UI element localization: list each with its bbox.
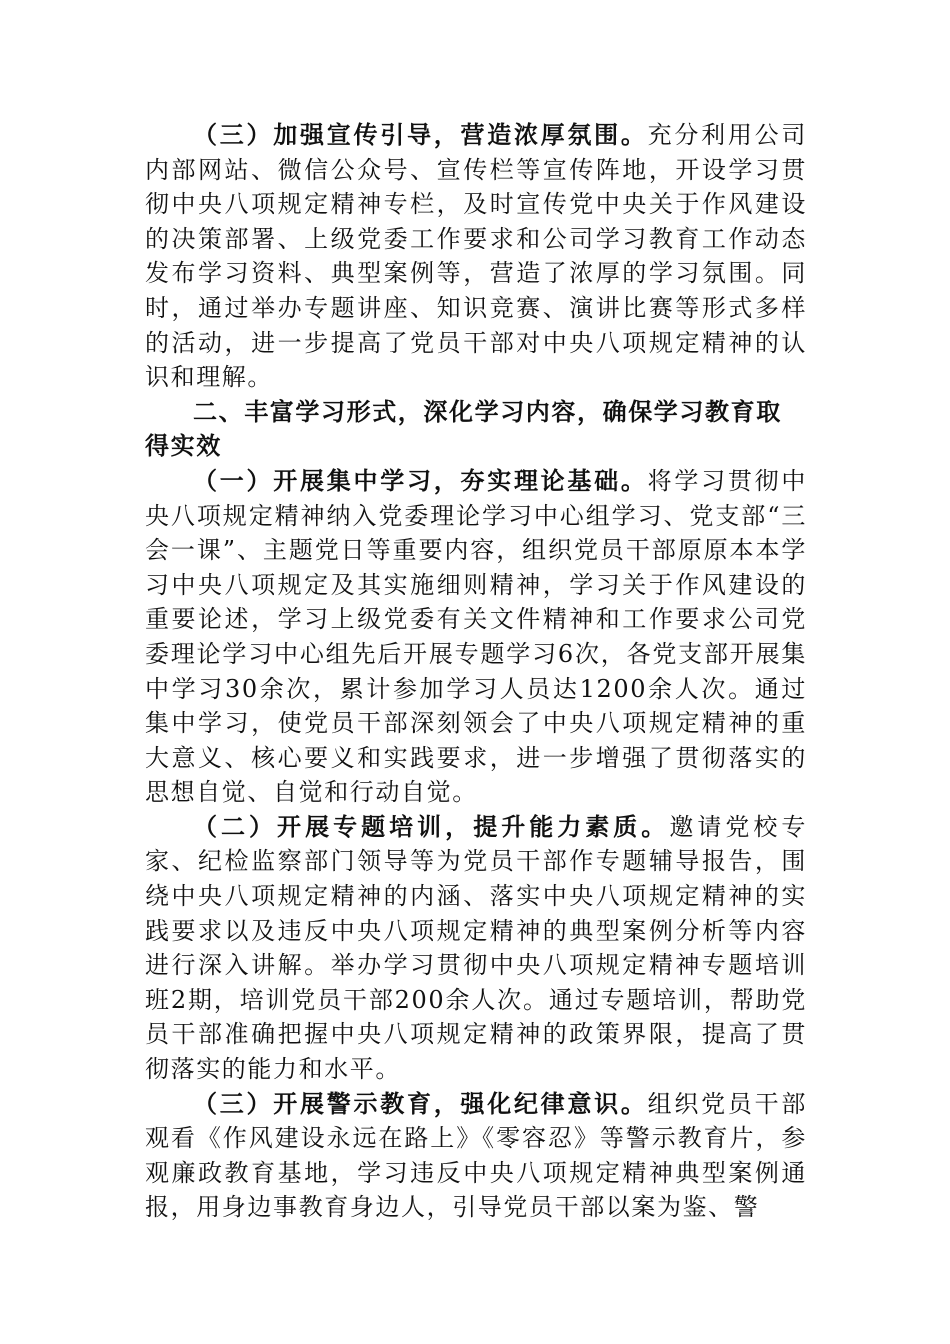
paragraph-text: 充分利用公司内部网站、微信公众号、宣传栏等宣传阵地，开设学习贯彻中央八项规定精神专栏，及时宣传党中央关于作风建设的决策部署、上级党委工作要求和公司学习教育工作动态发布学习资料、典型案例等，营造了浓厚的学习氛围。同时，通过举办专题讲座、知识竞赛、演讲比赛等形式多样的活动，进一步提高了党员干部对中央八项规定精神的认识和理解。 <box>145 121 807 392</box>
paragraph-special-training <box>145 810 807 1087</box>
paragraph-publicity <box>145 118 807 395</box>
section-heading: 二、丰富学习形式，深化学习内容，确保学习教育取得实效 <box>145 397 782 461</box>
paragraph-lead: （三）开展警示教育，强化纪律意识。 <box>193 1088 648 1118</box>
paragraph-lead: （一）开展集中学习，夯实理论基础。 <box>193 465 648 495</box>
paragraph-centralized-study <box>145 464 807 810</box>
paragraph-text: 将学习贯彻中央八项规定精神纳入党委理论学习中心组学习、党支部“三会一课”、主题党日等重要内容，组织党员干部原原本本学习中央八项规定及其实施细则精神，学习关于作风建设的重要论述，学习上级党委有关文件精神和工作要求公司党委理论学习中心组先后开展专题学习6次，各党支部开展集中学习30余次，累计参加学习人员达1200余人次。通过集中学习，使党员干部深刻领会了中央八项规定精神的重大意义、核心要义和实践要求，进一步增强了贯彻落实的思想自觉、自觉和行动自觉。 <box>145 466 807 807</box>
paragraph-warning-education <box>145 1087 807 1225</box>
document-body <box>145 118 807 1225</box>
paragraph-text: 邀请党校专家、纪检监察部门领导等为党员干部作专题辅导报告，围绕中央八项规定精神的内涵、落实中央八项规定精神的实践要求以及违反中央八项规定精神的典型案例分析等内容进行深入讲解。举办学习贯彻中央八项规定精神专题培训班2期，培训党员干部200余人次。通过专题培训，帮助党员干部准确把握中央八项规定精神的政策界限，提高了贯彻落实的能力和水平。 <box>145 812 808 1084</box>
paragraph-lead: （三）加强宣传引导，营造浓厚氛围。 <box>193 120 648 149</box>
paragraph-lead: （二）开展专题培训，提升能力素质。 <box>193 811 670 841</box>
paragraph-text: 组织党员干部观看《作风建设永远在路上》《零容忍》等警示教育片，参观廉政教育基地，学习违反中央八项规定精神典型案例通报，用身边事教育身边人，引导党员干部以案为鉴、警 <box>145 1089 807 1222</box>
